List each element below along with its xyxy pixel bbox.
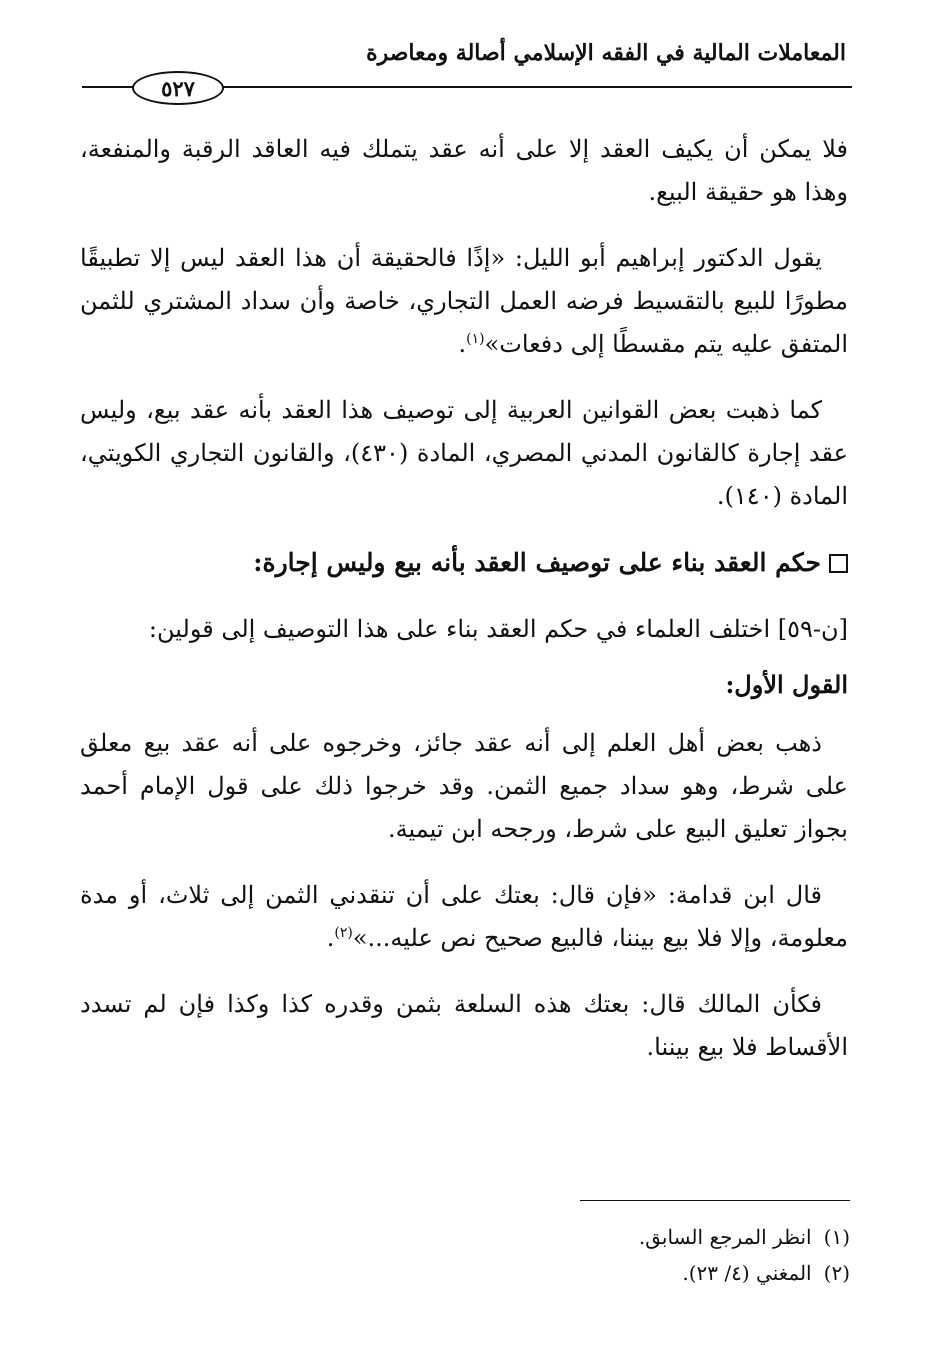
footnote-1-number: (١) bbox=[823, 1225, 850, 1249]
paragraph-1: فلا يمكن أن يكيف العقد إلا على أنه عقد يتملك فيه العاقد الرقبة والمنفعة، وهذا هو حقيقة البيع. bbox=[80, 135, 848, 206]
footnote-2-number: (٢) bbox=[823, 1261, 850, 1285]
subheading: القول الأول: bbox=[725, 670, 848, 699]
paragraph-3: كما ذهبت بعض القوانين العربية إلى توصيف هذا العقد بأنه عقد بيع، وليس عقد إجارة كالقانون المدني المصري، المادة (٤٣٠)، والقانون التجاري الكويتي، المادة (١٤٠). bbox=[80, 396, 848, 510]
paragraph-6: قال ابن قدامة: «فإن قال: بعتك على أن تنقدني الثمن إلى ثلاث، أو مدة معلومة، وإلا فلا بيع بيننا، فالبيع صحيح نص عليه...»$^{(٢)}$. bbox=[80, 881, 848, 952]
footnote-ref-1: (١) bbox=[466, 331, 485, 347]
body-text bbox=[80, 128, 848, 1092]
running-title: المعاملات المالية في الفقه الإسلامي أصالة ومعاصرة bbox=[366, 40, 846, 66]
paragraph-5: ذهب بعض أهل العلم إلى أنه عقد جائز، وخرجوه على أنه عقد بيع معلق على شرط، وهو سداد جميع الثمن. وقد خرجوا ذلك على قول الإمام أحمد بجواز تعليق البيع على شرط، ورجحه ابن تيمية. bbox=[80, 729, 848, 843]
footnote-2 bbox=[250, 1255, 850, 1291]
footnote-rule bbox=[580, 1200, 850, 1201]
paragraph-2-text: يقول الدكتور إبراهيم أبو الليل: «إذًا فالحقيقة أن هذا العقد ليس إلا تطبيقًا مطورًا للبيع بالتقسيط فرضه العمل التجاري، خاصة وأن سداد المشتري للثمن المتفق عليه يتم مقسطًا إلى دفعات» bbox=[80, 244, 848, 358]
paragraph-7: فكأن المالك قال: بعتك هذه السلعة بثمن وقدره كذا وكذا فإن لم تسدد الأقساط فلا بيع بيننا. bbox=[80, 990, 848, 1061]
footnote-1 bbox=[250, 1219, 850, 1255]
section-heading bbox=[80, 541, 848, 584]
square-bullet-icon bbox=[829, 554, 848, 573]
footnotes bbox=[250, 1219, 850, 1291]
footnote-2-text: المغني (٤/ ٢٣). bbox=[682, 1261, 812, 1285]
paragraph-4: [ن-٥٩] اختلف العلماء في حكم العقد بناء على هذا التوصيف إلى قولين: bbox=[148, 615, 848, 643]
page-number: ٥٢٧ bbox=[132, 71, 224, 105]
paragraph-2: يقول الدكتور إبراهيم أبو الليل: «إذًا فالحقيقة أن هذا العقد ليس إلا تطبيقًا مطورًا للبيع بالتقسيط فرضه العمل التجاري، خاصة وأن سداد المشتري للثمن المتفق عليه يتم مقسطًا إلى دفعات»$^{(١)}$. bbox=[80, 244, 848, 358]
footnote-1-text: انظر المرجع السابق. bbox=[638, 1225, 812, 1249]
paragraph-6-text: قال ابن قدامة: «فإن قال: بعتك على أن تنقدني الثمن إلى ثلاث، أو مدة معلومة، وإلا فلا بيع بيننا، فالبيع صحيح نص عليه...» bbox=[80, 881, 848, 952]
footnote-ref-2: (٢) bbox=[334, 925, 353, 941]
section-heading-text: حكم العقد بناء على توصيف العقد بأنه بيع وليس إجارة: bbox=[253, 548, 821, 577]
